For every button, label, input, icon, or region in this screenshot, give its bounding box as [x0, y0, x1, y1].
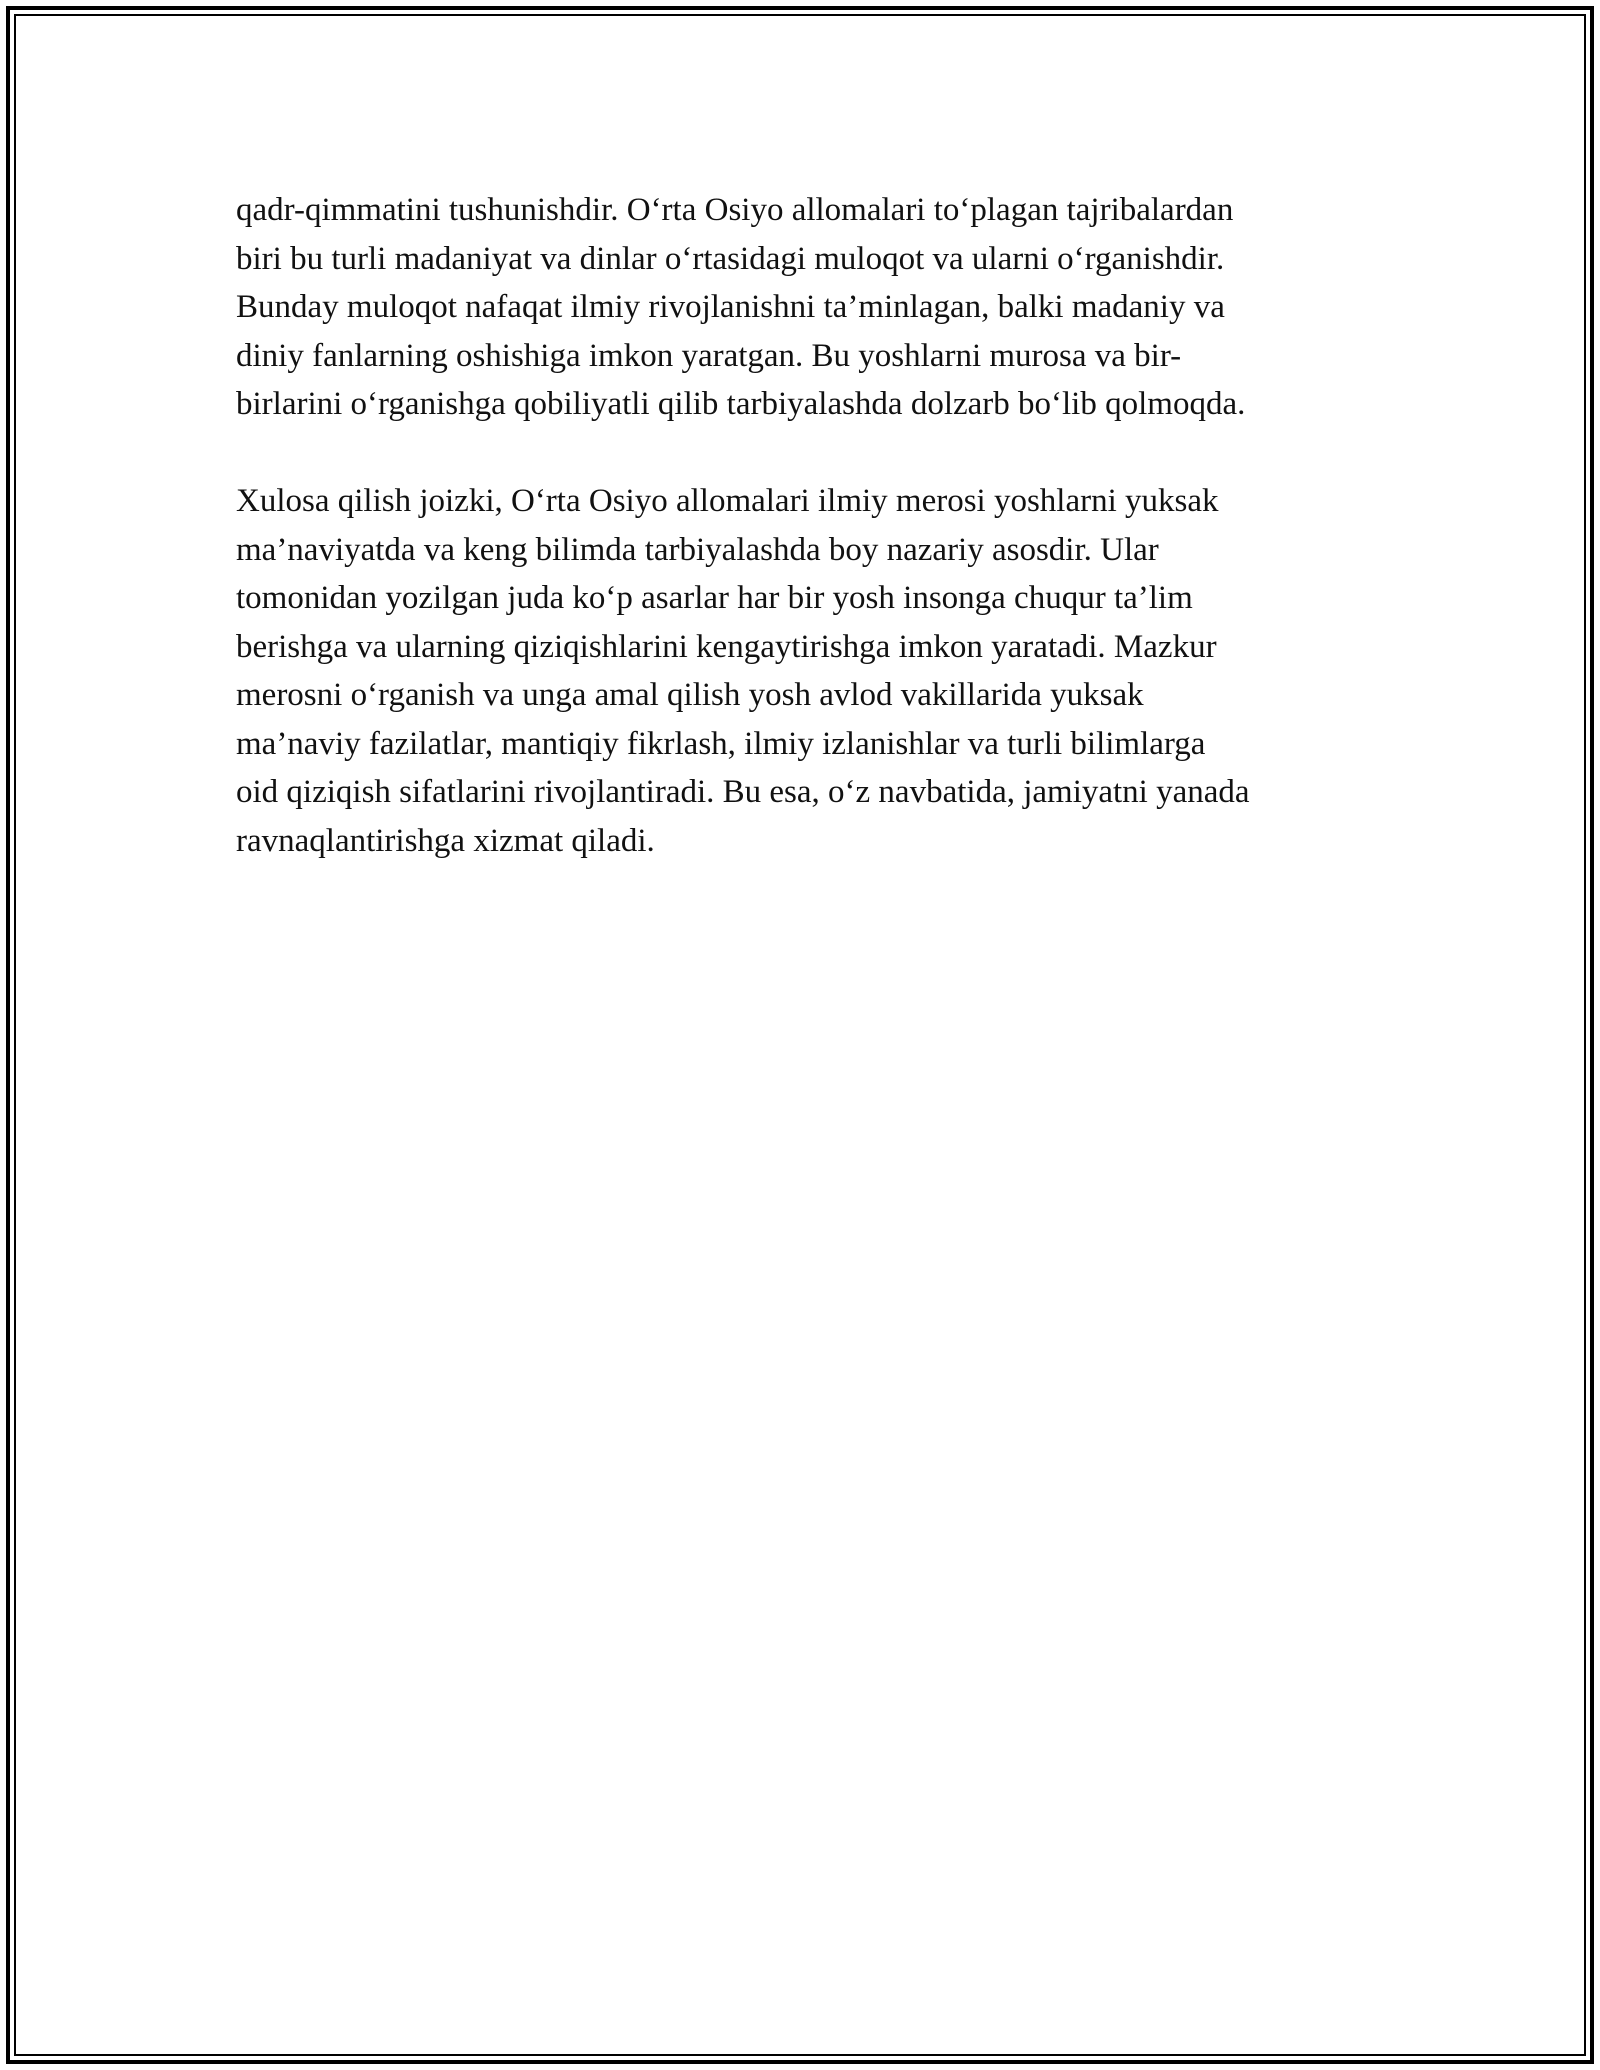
- paragraph-line: merosni o‘rganish va unga amal qilish yosh avlod vakillarida yuksak: [236, 677, 1144, 713]
- document-body: [236, 186, 1371, 865]
- paragraph-line: biri bu turli madaniyat va dinlar o‘rtasidagi muloqot va ularni o‘rganishdir.: [236, 240, 1225, 277]
- paragraph-line: oid qiziqish sifatlarini rivojlantiradi. Bu esa, o‘z navbatida, jamiyatni yanada: [236, 774, 1250, 810]
- paragraph-line: qadr-qimmatini tushunishdir. O‘rta Osiyo allomalari to‘plagan tajribalardan: [236, 192, 1234, 228]
- paragraph-2: [236, 477, 1371, 865]
- paragraph-line: ravnaqlantirishga xizmat qiladi.: [236, 822, 655, 859]
- paragraph-line: birlarini o‘rganishga qobiliyatli qilib tarbiyalashda dolzarb bo‘lib qolmoqda.: [236, 386, 1246, 422]
- paragraph-line: ma’naviy fazilatlar, mantiqiy fikrlash, ilmiy izlanishlar va turli bilimlarga: [236, 725, 1206, 762]
- paragraph-line: diniy fanlarning oshishiga imkon yaratgan. Bu yoshlarni murosa va bir-: [236, 337, 1182, 374]
- paragraph-1: [236, 186, 1371, 429]
- paragraph-line: berishga va ularning qiziqishlarini kengaytirishga imkon yaratadi. Mazkur: [236, 628, 1217, 665]
- paragraph-line: ma’naviyatda va keng bilimda tarbiyalashda boy nazariy asosdir. Ular: [236, 531, 1159, 568]
- paragraph-line: Xulosa qilish joizki, O‘rta Osiyo allomalari ilmiy merosi yoshlarni yuksak: [236, 483, 1219, 519]
- paragraph-line: tomonidan yozilgan juda ko‘p asarlar har bir yosh insonga chuqur ta’lim: [236, 580, 1193, 616]
- paragraph-line: Bunday muloqot nafaqat ilmiy rivojlanishni ta’minlagan, balki madaniy va: [236, 289, 1225, 325]
